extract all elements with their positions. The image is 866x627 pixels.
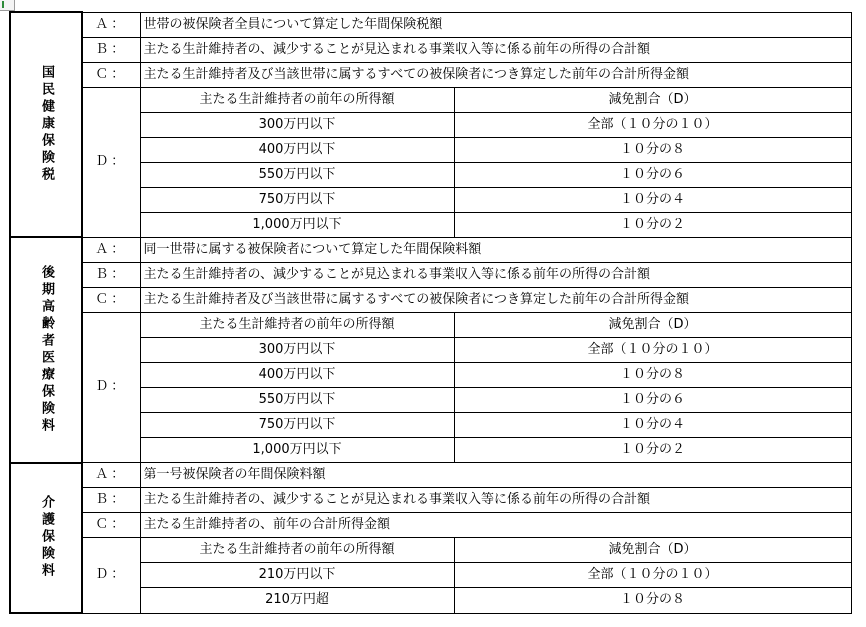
header-reduction-rate[interactable]: 減免割合（D） xyxy=(454,312,851,337)
label-d: Ｄ： xyxy=(82,312,140,462)
income-cell[interactable]: 210万円超 xyxy=(140,588,454,613)
section-title-national-health-tax: 国民健康保険税 xyxy=(10,12,82,237)
header-reduction-rate[interactable]: 減免割合（D） xyxy=(454,87,851,112)
income-cell[interactable]: 300万円以下 xyxy=(140,112,454,137)
rate-cell[interactable]: １０分の２ xyxy=(454,438,851,463)
table-row xyxy=(10,312,851,337)
table-row xyxy=(10,488,851,513)
income-cell[interactable]: 210万円以下 xyxy=(140,563,454,588)
income-cell[interactable]: 300万円以下 xyxy=(140,337,454,362)
definition-c[interactable]: 主たる生計維持者の、前年の合計所得金額 xyxy=(140,513,851,538)
section-title-late-elderly-medical: 後期高齢者医療保険料 xyxy=(10,237,82,462)
definition-a[interactable]: 第一号被保険者の年間保険料額 xyxy=(140,463,851,488)
label-b: Ｂ： xyxy=(82,37,140,62)
label-b: Ｂ： xyxy=(82,262,140,287)
rate-cell[interactable]: １０分の４ xyxy=(454,413,851,438)
table-row xyxy=(10,538,851,563)
definition-a[interactable]: 世帯の被保険者全員について算定した年間保険税額 xyxy=(140,12,851,37)
income-cell[interactable]: 1,000万円以下 xyxy=(140,438,454,463)
header-income[interactable]: 主たる生計維持者の前年の所得額 xyxy=(140,312,454,337)
header-income[interactable]: 主たる生計維持者の前年の所得額 xyxy=(140,87,454,112)
table-row xyxy=(10,262,851,287)
definition-a[interactable]: 同一世帯に属する被保険者について算定した年間保険料額 xyxy=(140,237,851,262)
label-c: Ｃ： xyxy=(82,513,140,538)
definition-c[interactable]: 主たる生計維持者及び当該世帯に属するすべての被保険者につき算定した前年の合計所得金額 xyxy=(140,62,851,87)
income-cell[interactable]: 750万円以下 xyxy=(140,187,454,212)
income-cell[interactable]: 400万円以下 xyxy=(140,137,454,162)
reduction-table xyxy=(9,11,852,614)
label-d: Ｄ： xyxy=(82,87,140,237)
rate-cell[interactable]: １０分の８ xyxy=(454,137,851,162)
rate-cell[interactable]: 全部（１０分の１０） xyxy=(454,563,851,588)
table-row xyxy=(10,12,851,37)
definition-b[interactable]: 主たる生計維持者の、減少することが見込まれる事業収入等に係る前年の所得の合計額 xyxy=(140,262,851,287)
cell-indicator-icon xyxy=(2,1,8,8)
rate-cell[interactable]: 全部（１０分の１０） xyxy=(454,337,851,362)
label-a: Ａ： xyxy=(82,237,140,262)
income-cell[interactable]: 550万円以下 xyxy=(140,162,454,187)
rate-cell[interactable]: １０分の８ xyxy=(454,588,851,613)
table-row xyxy=(10,87,851,112)
rate-cell[interactable]: 全部（１０分の１０） xyxy=(454,112,851,137)
table-row xyxy=(10,463,851,488)
definition-b[interactable]: 主たる生計維持者の、減少することが見込まれる事業収入等に係る前年の所得の合計額 xyxy=(140,488,851,513)
rate-cell[interactable]: １０分の６ xyxy=(454,387,851,412)
rate-cell[interactable]: １０分の２ xyxy=(454,212,851,237)
label-c: Ｃ： xyxy=(82,287,140,312)
header-income[interactable]: 主たる生計維持者の前年の所得額 xyxy=(140,538,454,563)
rate-cell[interactable]: １０分の６ xyxy=(454,162,851,187)
rate-cell[interactable]: １０分の８ xyxy=(454,362,851,387)
table-row xyxy=(10,513,851,538)
table-row xyxy=(10,237,851,262)
income-cell[interactable]: 750万円以下 xyxy=(140,413,454,438)
definition-c[interactable]: 主たる生計維持者及び当該世帯に属するすべての被保険者につき算定した前年の合計所得金額 xyxy=(140,287,851,312)
rate-cell[interactable]: １０分の４ xyxy=(454,187,851,212)
label-a: Ａ： xyxy=(82,463,140,488)
table-row xyxy=(10,37,851,62)
label-d: Ｄ： xyxy=(82,538,140,613)
income-cell[interactable]: 550万円以下 xyxy=(140,387,454,412)
label-c: Ｃ： xyxy=(82,62,140,87)
sheet-corner-select-all[interactable] xyxy=(0,0,15,11)
header-reduction-rate[interactable]: 減免割合（D） xyxy=(454,538,851,563)
label-b: Ｂ： xyxy=(82,488,140,513)
section-title-long-term-care: 介護保険料 xyxy=(10,463,82,613)
definition-b[interactable]: 主たる生計維持者の、減少することが見込まれる事業収入等に係る前年の所得の合計額 xyxy=(140,37,851,62)
label-a: Ａ： xyxy=(82,12,140,37)
table-row xyxy=(10,62,851,87)
table-row xyxy=(10,287,851,312)
income-cell[interactable]: 1,000万円以下 xyxy=(140,212,454,237)
income-cell[interactable]: 400万円以下 xyxy=(140,362,454,387)
